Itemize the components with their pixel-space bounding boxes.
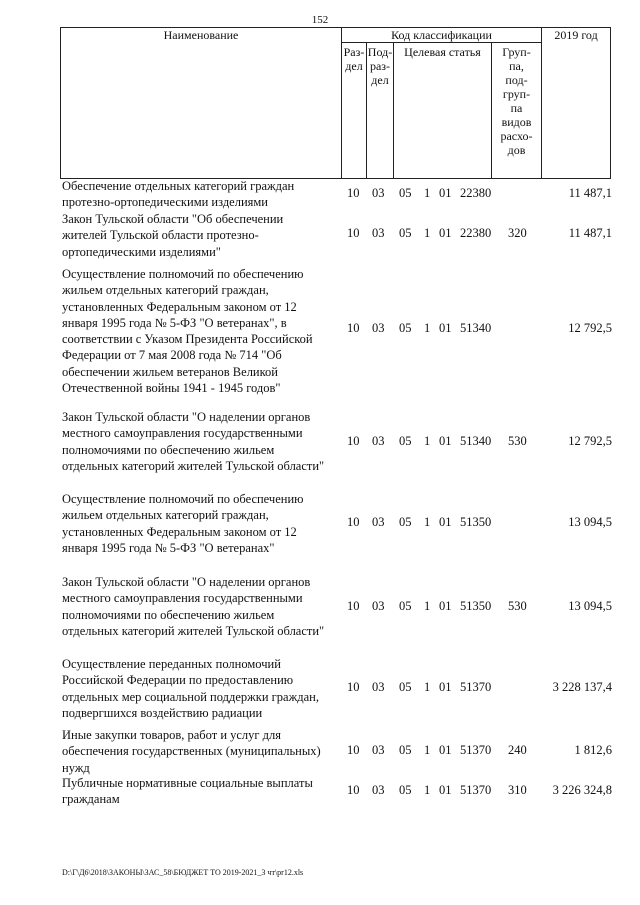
code-subprogram: 1 [424, 783, 431, 797]
header-year: 2019 год [542, 28, 611, 179]
header-name: Наименование [61, 28, 342, 179]
row-name: Осуществление полномочий по обеспечению жильем отдельных категорий граждан, установленных Федеральным законом от 12 января 1995 года № 5-ФЗ "О ветеранах" [62, 492, 304, 555]
code-razdel: 10 [347, 515, 360, 529]
code-program: 05 [399, 434, 412, 448]
row-name: Закон Тульской области "О наделении органов местного самоуправления государственными полномочиями по обеспечению жильем отдельных категорий жителей Тульской области" [62, 410, 325, 473]
row-codes [345, 727, 545, 777]
code-program: 05 [399, 226, 412, 240]
row-name: Закон Тульской области "О наделении органов местного самоуправления государственными полномочиями по обеспечению жильем отдельных категорий жителей Тульской области" [62, 575, 325, 638]
code-razdel: 10 [347, 226, 360, 240]
row-name: Иные закупки товаров, работ и услуг для обеспечения государственных (муниципальных) нужд [62, 728, 321, 775]
code-razdel: 10 [347, 599, 360, 613]
code-event: 01 [439, 321, 452, 335]
code-event: 01 [439, 515, 452, 529]
header-razdel: Раз- дел [342, 43, 367, 179]
row-codes [345, 178, 545, 212]
row-codes [345, 409, 545, 477]
code-podrazdel: 03 [372, 321, 385, 335]
code-expense-type: 240 [508, 743, 527, 757]
code-razdel: 10 [347, 743, 360, 757]
code-subprogram: 1 [424, 743, 431, 757]
table-row [62, 211, 612, 261]
code-event: 01 [439, 186, 452, 200]
code-subprogram: 1 [424, 321, 431, 335]
table-row [62, 178, 612, 212]
table-row [62, 266, 612, 396]
row-amount: 3 228 137,4 [552, 680, 612, 694]
row-amount: 13 094,5 [568, 515, 612, 529]
code-expense-type: 530 [508, 434, 527, 448]
code-program: 05 [399, 743, 412, 757]
table-row [62, 574, 612, 642]
code-direction: 51340 [460, 321, 492, 335]
code-direction: 51370 [460, 783, 492, 797]
row-amount: 1 812,6 [574, 743, 612, 757]
row-name: Закон Тульской области "Об обеспечении жителей Тульской области протезно- ортопедическими изделиями" [62, 212, 284, 259]
header-code: Код классификации [342, 28, 542, 43]
table-row [62, 491, 612, 559]
code-podrazdel: 03 [372, 515, 385, 529]
row-amount: 13 094,5 [568, 599, 612, 613]
code-subprogram: 1 [424, 515, 431, 529]
code-podrazdel: 03 [372, 186, 385, 200]
code-event: 01 [439, 434, 452, 448]
row-name: Публичные нормативные социальные выплаты гражданам [62, 776, 313, 807]
code-event: 01 [439, 599, 452, 613]
code-program: 05 [399, 783, 412, 797]
code-event: 01 [439, 680, 452, 694]
row-amount: 3 226 324,8 [552, 783, 612, 797]
code-razdel: 10 [347, 186, 360, 200]
row-codes [345, 775, 545, 811]
code-expense-type: 310 [508, 783, 527, 797]
code-direction: 51370 [460, 743, 492, 757]
table-header [60, 27, 611, 179]
header-target: Целевая статья [394, 43, 492, 179]
page-number: 152 [311, 14, 329, 26]
code-podrazdel: 03 [372, 226, 385, 240]
code-razdel: 10 [347, 321, 360, 335]
code-program: 05 [399, 186, 412, 200]
row-codes [345, 211, 545, 261]
code-subprogram: 1 [424, 226, 431, 240]
row-codes [345, 266, 545, 396]
row-name: Обеспечение отдельных категорий граждан протезно-ортопедическими изделиями [62, 179, 295, 210]
code-event: 01 [439, 783, 452, 797]
code-subprogram: 1 [424, 434, 431, 448]
code-direction: 22380 [460, 226, 492, 240]
row-codes [345, 574, 545, 642]
code-direction: 51350 [460, 515, 492, 529]
code-direction: 22380 [460, 186, 492, 200]
code-podrazdel: 03 [372, 680, 385, 694]
table-row [62, 409, 612, 477]
code-razdel: 10 [347, 680, 360, 694]
code-event: 01 [439, 226, 452, 240]
code-podrazdel: 03 [372, 599, 385, 613]
code-direction: 51340 [460, 434, 492, 448]
table-row [62, 775, 612, 811]
table-row [62, 656, 612, 724]
code-razdel: 10 [347, 783, 360, 797]
code-subprogram: 1 [424, 599, 431, 613]
row-codes [345, 491, 545, 559]
code-razdel: 10 [347, 434, 360, 448]
code-program: 05 [399, 680, 412, 694]
row-amount: 12 792,5 [568, 321, 612, 335]
row-amount: 12 792,5 [568, 434, 612, 448]
code-subprogram: 1 [424, 680, 431, 694]
code-program: 05 [399, 515, 412, 529]
code-expense-type: 530 [508, 599, 527, 613]
header-podrazdel: Под- раз- дел [367, 43, 394, 179]
code-program: 05 [399, 321, 412, 335]
code-podrazdel: 03 [372, 783, 385, 797]
row-amount: 11 487,1 [568, 186, 612, 200]
code-podrazdel: 03 [372, 743, 385, 757]
row-amount: 11 487,1 [568, 226, 612, 240]
row-codes [345, 656, 545, 724]
code-direction: 51350 [460, 599, 492, 613]
code-subprogram: 1 [424, 186, 431, 200]
code-event: 01 [439, 743, 452, 757]
code-expense-type: 320 [508, 226, 527, 240]
row-name: Осуществление полномочий по обеспечению жильем отдельных категорий граждан, установленных Федеральным законом от 12 января 1995 года № 5-ФЗ "О ветеранах", в соответствии с Указом Президента Российской Федерации от 7 мая 2008 года № 714 "Об обеспечении жильем ветеранов Великой Отечественной войны 1941 - 1945 годов" [62, 267, 313, 396]
code-podrazdel: 03 [372, 434, 385, 448]
code-program: 05 [399, 599, 412, 613]
file-path-footer: D:\Г\Д6\2018\ЗАКОНЫ\ЗАС_58\БЮДЖЕТ ТО 2019-2021_3 чт\pr12.xls [62, 868, 304, 877]
table-row [62, 727, 612, 777]
header-group: Груп- па, под- груп- па видов расхо- дов [492, 43, 542, 179]
row-name: Осуществление переданных полномочий Российской Федерации по предоставлению отдельных мер социальной поддержки граждан, подвергшихся воздействию радиации [62, 657, 319, 720]
code-direction: 51370 [460, 680, 492, 694]
